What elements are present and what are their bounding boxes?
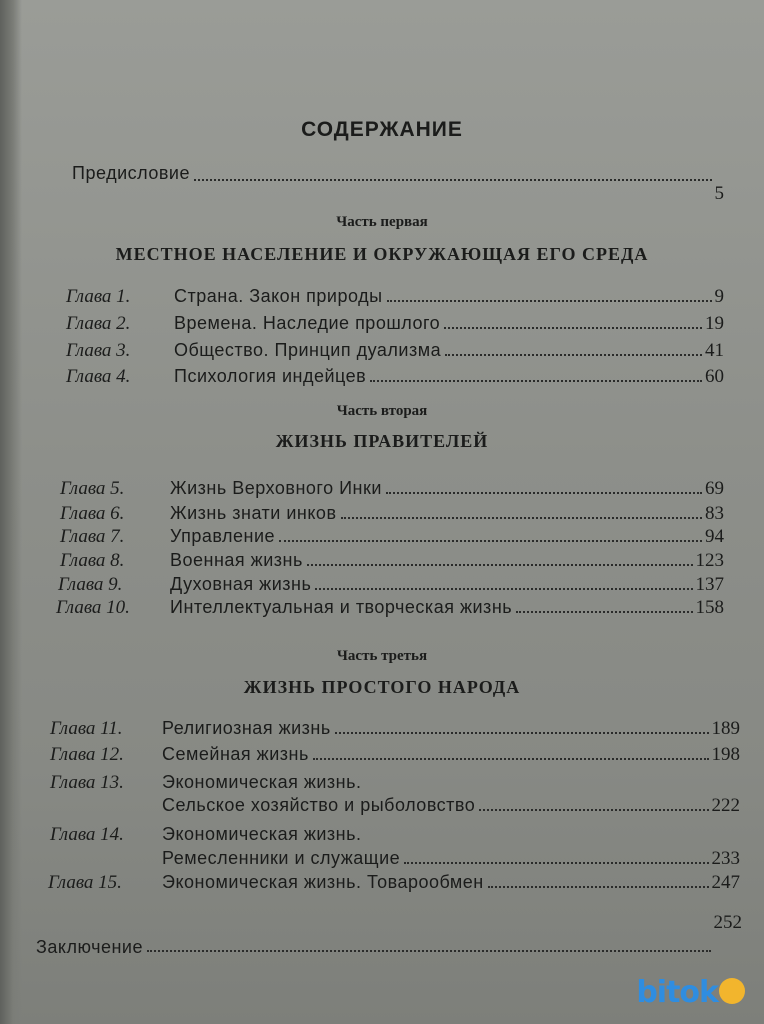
part-title: ЖИЗНЬ ПРОСТОГО НАРОДА <box>243 677 521 697</box>
chapter-label: Глава 2. <box>66 313 131 334</box>
page-number: 137 <box>695 574 724 595</box>
page-title: СОДЕРЖАНИЕ <box>301 118 463 141</box>
page-number: 41 <box>705 340 724 361</box>
leader-dots <box>335 732 709 734</box>
entry-text: Страна. Закон природы <box>174 286 383 306</box>
entry-text: Духовная жизнь <box>170 574 312 594</box>
page-number: 5 <box>714 183 724 204</box>
page-number: 198 <box>711 744 740 765</box>
page-number: 19 <box>705 313 724 334</box>
toc-entry <box>66 286 724 308</box>
chapter-label: Глава 13. <box>50 772 124 793</box>
chapter-label: Глава 7. <box>60 526 125 547</box>
leader-dots <box>404 862 708 864</box>
toc-entry <box>58 574 724 596</box>
entry-text: Экономическая жизнь. <box>162 824 362 844</box>
chapter-label: Глава 5. <box>60 478 125 499</box>
chapter-label: Глава 14. <box>50 824 124 845</box>
entry-text: Сельское хозяйство и рыболовство <box>162 795 476 815</box>
part-label: Часть вторая <box>336 403 428 419</box>
page-edge-shadow <box>0 0 22 1024</box>
entry-text: Семейная жизнь <box>162 744 309 764</box>
toc-entry <box>50 824 740 846</box>
entry-text: Религиозная жизнь <box>162 718 331 738</box>
toc-entry <box>50 718 740 740</box>
leader-dots <box>370 380 702 382</box>
entry-text: Времена. Наследие прошлого <box>174 313 441 333</box>
entry-text: Ремесленники и служащие <box>162 848 401 868</box>
leader-dots <box>516 611 692 613</box>
page-number: 247 <box>711 872 740 893</box>
chapter-label: Глава 10. <box>56 597 130 618</box>
entry-text: Интеллектуальная и творческая жизнь <box>170 597 513 617</box>
toc-entry-continuation <box>162 848 740 870</box>
entry-text: Экономическая жизнь. <box>162 772 362 792</box>
chapter-label: Глава 1. <box>66 286 131 307</box>
page-number: 60 <box>705 366 724 387</box>
chapter-label: Глава 3. <box>66 340 131 361</box>
chapter-label: Глава 15. <box>48 872 122 893</box>
leader-dots <box>313 758 709 760</box>
leader-dots <box>147 950 711 952</box>
toc-entry-preface <box>72 163 724 205</box>
page-number: 9 <box>714 286 724 307</box>
leader-dots <box>488 886 709 888</box>
leader-dots <box>386 492 702 494</box>
toc-entry <box>66 313 724 335</box>
watermark-text: bitok <box>636 975 718 1010</box>
chapter-label: Глава 4. <box>66 366 131 387</box>
toc-entry <box>60 550 724 572</box>
entry-text: Управление <box>170 526 276 546</box>
chapter-label: Глава 8. <box>60 550 125 571</box>
entry-text: Предисловие <box>72 163 190 183</box>
chapter-label: Глава 11. <box>50 718 123 739</box>
page-number: 94 <box>705 526 724 547</box>
chapter-label: Глава 12. <box>50 744 124 765</box>
page-number: 83 <box>705 503 724 524</box>
leader-dots <box>315 588 692 590</box>
leader-dots <box>279 540 702 542</box>
entry-text: Жизнь Верховного Инки <box>170 478 382 498</box>
toc-entry <box>60 478 724 500</box>
page-number: 123 <box>695 550 724 571</box>
toc-entry <box>56 597 724 619</box>
page-number: 233 <box>711 848 740 869</box>
watermark-logo <box>636 975 746 1010</box>
leader-dots <box>194 179 712 181</box>
leader-dots <box>341 517 702 519</box>
coin-icon <box>719 978 745 1004</box>
leader-dots <box>387 300 712 302</box>
toc-entry <box>50 772 740 794</box>
page-number: 189 <box>711 718 740 739</box>
chapter-label: Глава 9. <box>58 574 123 595</box>
part-label: Часть третья <box>336 648 428 664</box>
toc-entry-conclusion <box>36 912 742 958</box>
toc-entry <box>60 526 724 548</box>
chapter-label: Глава 6. <box>60 503 125 524</box>
part-title: МЕСТНОЕ НАСЕЛЕНИЕ И ОКРУЖАЮЩАЯ ЕГО СРЕДА <box>115 244 649 264</box>
entry-text: Жизнь знати инков <box>170 503 337 523</box>
page-number: 222 <box>711 795 740 816</box>
part-title: ЖИЗНЬ ПРАВИТЕЛЕЙ <box>275 431 489 451</box>
page-number: 69 <box>705 478 724 499</box>
entry-text: Заключение <box>36 937 143 957</box>
toc-entry <box>50 744 740 766</box>
leader-dots <box>444 327 702 329</box>
page-number: 158 <box>695 597 724 618</box>
leader-dots <box>479 809 708 811</box>
entry-text: Военная жизнь <box>170 550 303 570</box>
toc-entry <box>66 366 724 388</box>
toc-entry-continuation <box>162 795 740 817</box>
toc-entry <box>66 340 724 362</box>
toc-entry <box>60 503 724 525</box>
leader-dots <box>445 354 702 356</box>
entry-text: Психология индейцев <box>174 366 367 386</box>
leader-dots <box>307 564 693 566</box>
page-number: 252 <box>713 912 742 933</box>
entry-text: Экономическая жизнь. Товарообмен <box>162 872 484 892</box>
toc-entry <box>48 872 740 894</box>
part-label: Часть первая <box>336 214 428 230</box>
entry-text: Общество. Принцип дуализма <box>174 340 442 360</box>
